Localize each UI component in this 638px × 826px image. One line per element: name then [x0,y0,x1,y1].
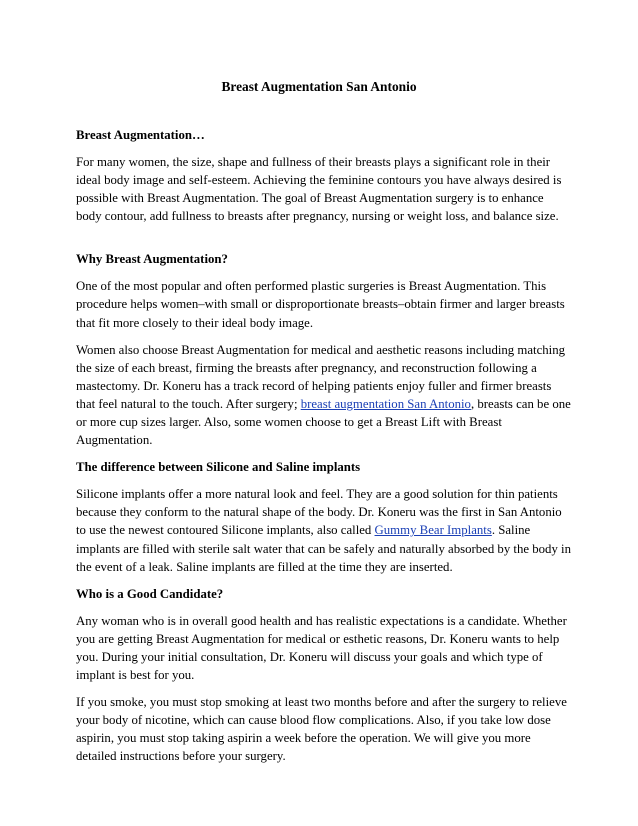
gummy-bear-implants-link[interactable]: Gummy Bear Implants [374,523,492,538]
paragraph-candidate-2: If you smoke, you must stop smoking at least two months before and after the surgery to relieve your body of nicotine, which can cause blood flow complications. Also, if you take low dose aspirin, you must stop taking aspirin a week before the operation. We will give you more detailed instructions before your surgery. [76,695,567,764]
breast-augmentation-link[interactable]: breast augmentation San Antonio [300,396,471,411]
section-heading-candidate: Who is a Good Candidate? [76,586,224,601]
paragraph-implants-text-a: Silicone implants offer a more natural look and feel. They are a good solution for thin patients because they conform to the natural shape of the body. Dr. Koneru was the first in San Antonio to use the newest contoured Silicone implants, also called [76,487,562,538]
paragraph-implants [76,485,572,575]
paragraph-why-2 [76,341,572,450]
section-heading-augmentation: Breast Augmentation… [76,128,205,142]
section-heading-why: Why Breast Augmentation? [76,252,228,267]
paragraph-why-1: One of the most popular and often performed plastic surgeries is Breast Augmentation. This procedure helps women–with small or disproportionate breasts–obtain firmer and larger breasts that fit more closely to their ideal body image. [76,279,565,330]
paragraph-candidate-1: Any woman who is in overall good health and has realistic expectations is a candidate. Whether you are getting Breast Augmentation for medical or esthetic reasons, Dr. Koneru wants to help you. During your initial consultation, Dr. Koneru will discuss your goals and which type of implant is best for you. [76,613,567,682]
paragraph-intro: For many women, the size, shape and fullness of their breasts plays a significant role in their ideal body image and self-esteem. Achieving the feminine contours you have always desired is possible with Breast Augmentation. The goal of Breast Augmentation surgery is to enhance body contour, add fullness to breasts after pregnancy, nursing or weight loss, and balance size. [76,155,562,224]
paragraph-implants-text-b: . Saline implants are filled with sterile salt water that can be safely and naturally absorbed by the body in the event of a leak. Saline implants are filled at the time they are inserted. [76,523,572,574]
document-title: Breast Augmentation San Antonio [221,79,417,94]
section-heading-implants: The difference between Silicone and Saline implants [76,460,361,475]
paragraph-why-2-text-a: Women also choose Breast Augmentation for medical and aesthetic reasons including matching the size of each breast, firming the breasts after pregnancy, and reconstruction following a mastectomy. Dr. Koneru has a track record of helping patients enjoy fuller and firmer breasts that feel natural to the touch. After surgery; [76,342,566,411]
document-body [76,126,572,774]
paragraph-why-2-text-b: , breasts can be one or more cup sizes larger. Also, some women choose to get a Breast Lift with Breast Augmentation. [76,396,571,448]
